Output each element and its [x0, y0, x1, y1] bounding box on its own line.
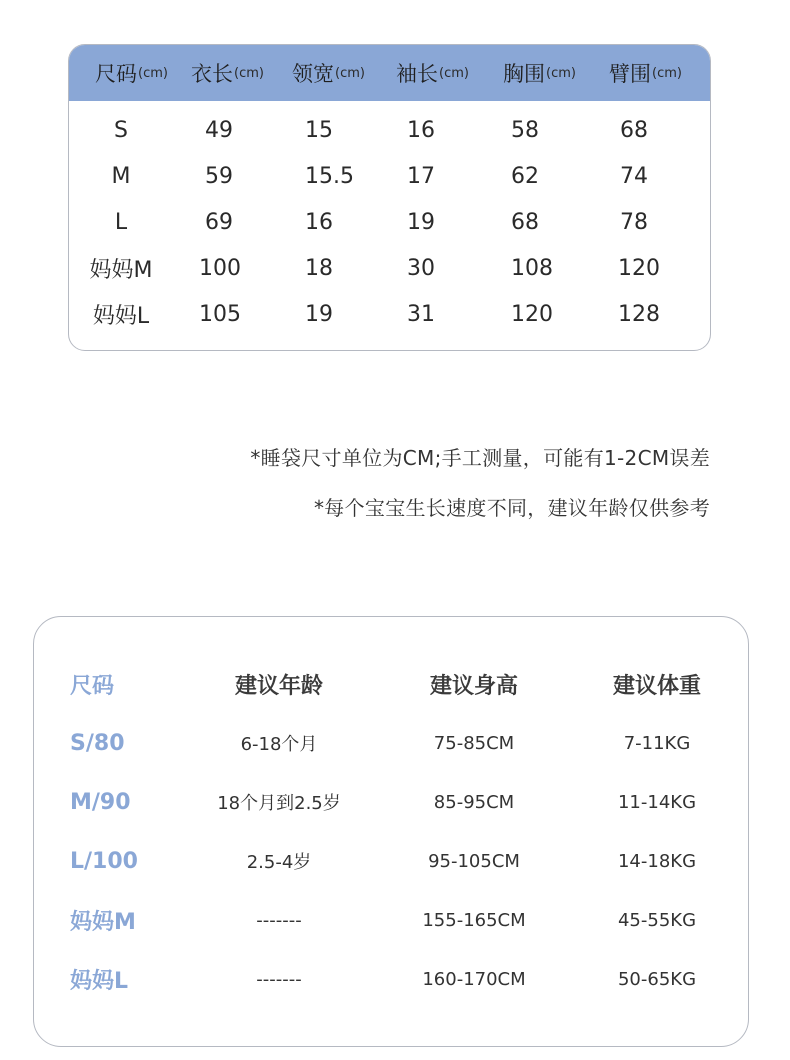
size-header-name: 袖长 [396, 62, 438, 86]
size-cell-size: 妈妈L [92, 303, 150, 329]
rec-age: 2.5-4岁 [246, 852, 312, 873]
rec-header-size: 尺码 [70, 673, 115, 699]
size-cell-arm: 120 [618, 255, 660, 281]
size-table-header [69, 45, 710, 101]
size-header-name: 衣长 [191, 62, 233, 86]
size-header-unit: (cm) [234, 65, 264, 81]
size-cell-arm: 128 [618, 301, 660, 327]
size-header-cell [609, 45, 682, 101]
size-header-cell [396, 45, 469, 101]
rec-table-row [34, 841, 748, 881]
size-cell-length: 105 [199, 301, 241, 327]
rec-size-label: L/100 [70, 848, 138, 874]
size-cell-arm: 74 [620, 163, 648, 189]
rec-header-height: 建议身高 [429, 673, 518, 699]
size-cell-chest: 62 [511, 163, 539, 189]
size-cell-length: 59 [205, 163, 233, 189]
size-cell-arm: 78 [620, 209, 648, 235]
size-cell-chest: 108 [511, 255, 553, 281]
size-cell-arm: 68 [620, 117, 648, 143]
size-cell-collar: 15.5 [305, 163, 354, 189]
measurement-note: *睡袋尺寸单位为CM;手工测量，可能有1-2CM误差 [250, 446, 710, 470]
size-header-unit: (cm) [439, 65, 469, 81]
rec-header-age: 建议年龄 [234, 673, 323, 699]
size-header-cell [95, 45, 168, 101]
size-header-unit: (cm) [138, 65, 168, 81]
rec-age: ------- [256, 968, 302, 990]
size-cell-size: S [114, 117, 128, 143]
rec-table-row [34, 959, 748, 999]
size-cell-size: 妈妈M [89, 257, 153, 283]
size-header-name: 胸围 [503, 62, 545, 86]
size-header-unit: (cm) [546, 65, 576, 81]
rec-header-weight: 建议体重 [612, 673, 701, 699]
size-cell-collar: 19 [305, 301, 333, 327]
rec-weight: 45-55KG [617, 909, 697, 931]
rec-weight: 14-18KG [617, 850, 697, 872]
rec-weight: 11-14KG [617, 791, 697, 813]
rec-age: 6-18个月 [240, 734, 318, 755]
size-table-row [69, 107, 710, 153]
size-cell-sleeve: 17 [407, 163, 435, 189]
size-cell-chest: 120 [511, 301, 553, 327]
size-header-cell [191, 45, 264, 101]
rec-size-label: 妈妈M [70, 909, 136, 935]
size-cell-chest: 68 [511, 209, 539, 235]
rec-table-row [34, 900, 748, 940]
size-table-row [69, 245, 710, 291]
rec-height: 155-165CM [422, 909, 526, 931]
size-table-row [69, 153, 710, 199]
size-cell-collar: 18 [305, 255, 333, 281]
rec-height: 85-95CM [433, 791, 515, 813]
size-table-row [69, 199, 710, 245]
size-header-name: 尺码 [95, 62, 137, 86]
size-cell-length: 49 [205, 117, 233, 143]
size-table-row [69, 291, 710, 337]
size-cell-sleeve: 19 [407, 209, 435, 235]
rec-height: 160-170CM [422, 968, 526, 990]
age-note: *每个宝宝生长速度不同，建议年龄仅供参考 [314, 496, 710, 520]
size-cell-collar: 15 [305, 117, 333, 143]
size-header-cell [292, 45, 365, 101]
size-header-unit: (cm) [652, 65, 682, 81]
rec-weight: 50-65KG [617, 968, 697, 990]
size-cell-length: 100 [199, 255, 241, 281]
rec-height: 75-85CM [433, 732, 515, 754]
rec-height: 95-105CM [428, 850, 520, 872]
rec-table-row [34, 782, 748, 822]
size-header-name: 臂围 [609, 62, 651, 86]
size-header-cell [503, 45, 576, 101]
size-cell-collar: 16 [305, 209, 333, 235]
size-cell-length: 69 [205, 209, 233, 235]
size-cell-size: M [111, 163, 131, 189]
size-cell-size: L [114, 209, 128, 235]
rec-size-label: 妈妈L [70, 968, 129, 994]
rec-table-row [34, 723, 748, 763]
size-header-unit: (cm) [335, 65, 365, 81]
size-cell-chest: 58 [511, 117, 539, 143]
recommendation-table [33, 616, 749, 1047]
size-cell-sleeve: 16 [407, 117, 435, 143]
rec-age: ------- [256, 909, 302, 931]
rec-size-label: M/90 [70, 789, 131, 815]
size-header-name: 领宽 [292, 62, 334, 86]
size-cell-sleeve: 30 [407, 255, 435, 281]
rec-age: 18个月到2.5岁 [217, 793, 341, 814]
size-cell-sleeve: 31 [407, 301, 435, 327]
rec-size-label: S/80 [70, 730, 125, 756]
rec-weight: 7-11KG [623, 732, 691, 754]
size-table [68, 44, 711, 351]
